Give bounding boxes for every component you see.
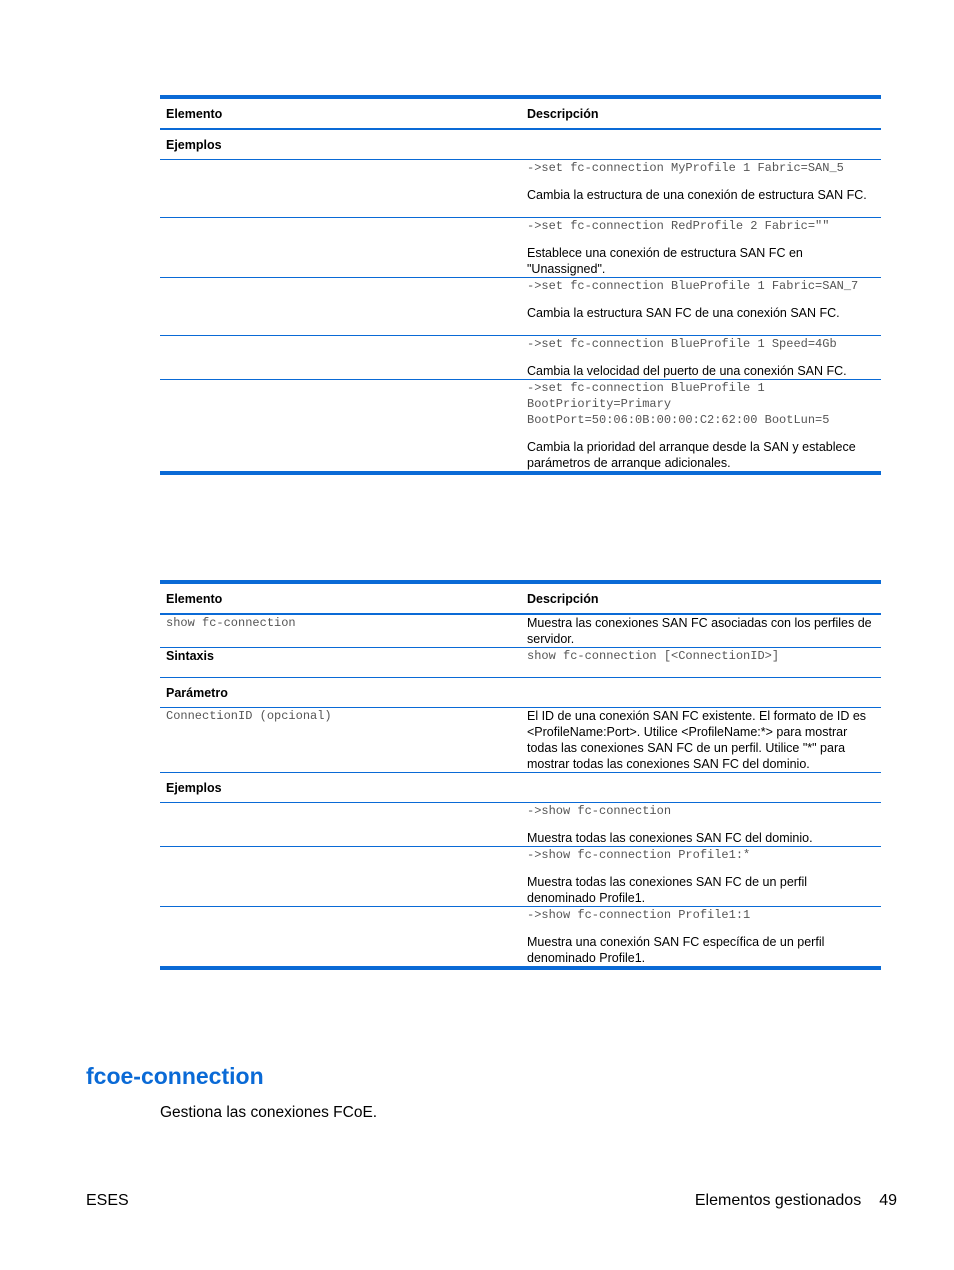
example-command: ->set fc-connection MyProfile 1 Fabric=SAN_5 bbox=[527, 161, 844, 175]
example-description: Cambia la prioridad del arranque desde la SAN y establece parámetros de arranque adicionales. bbox=[527, 440, 856, 470]
syntax-code: show fc-connection [<ConnectionID>] bbox=[527, 649, 780, 663]
footer-left: ESES bbox=[86, 1192, 129, 1209]
example-command: ->show fc-connection Profile1:* bbox=[527, 848, 751, 862]
table-row bbox=[160, 218, 881, 278]
syntax-row bbox=[160, 648, 881, 678]
parameter-section-row bbox=[160, 678, 881, 708]
example-description: Muestra todas las conexiones SAN FC del dominio. bbox=[527, 831, 813, 845]
table-row bbox=[160, 803, 881, 847]
table-row bbox=[160, 380, 881, 474]
example-description: Establece una conexión de estructura SAN FC en "Unassigned". bbox=[527, 246, 803, 276]
header-descripcion: Descripción bbox=[527, 591, 599, 606]
header-elemento: Elemento bbox=[166, 591, 223, 606]
section-row-ejemplos bbox=[160, 129, 881, 160]
page-number: 49 bbox=[879, 1192, 897, 1209]
parameter-name: ConnectionID (opcional) bbox=[166, 709, 332, 723]
example-description: Cambia la estructura SAN FC de una conexión SAN FC. bbox=[527, 306, 840, 320]
table-header-row bbox=[160, 582, 881, 614]
table-row bbox=[160, 160, 881, 218]
section-label: Ejemplos bbox=[166, 137, 222, 152]
header-descripcion: Descripción bbox=[527, 106, 599, 121]
parameter-row bbox=[160, 708, 881, 773]
show-fc-connection-table bbox=[160, 580, 881, 970]
table-row bbox=[160, 847, 881, 907]
command-name: show fc-connection bbox=[166, 616, 296, 630]
section-intro: Gestiona las conexiones FCoE. bbox=[160, 1104, 378, 1121]
example-command: ->set fc-connection BlueProfile 1 Fabric=SAN_7 bbox=[527, 279, 859, 293]
example-description: Cambia la velocidad del puerto de una conexión SAN FC. bbox=[527, 364, 847, 378]
example-command: ->set fc-connection RedProfile 2 Fabric="" bbox=[527, 219, 830, 233]
command-row bbox=[160, 614, 881, 648]
command-description: Muestra las conexiones SAN FC asociadas con los perfiles de servidor. bbox=[527, 616, 872, 646]
footer-right bbox=[695, 1192, 897, 1210]
footer-chapter: Elementos gestionados bbox=[694, 1192, 862, 1209]
syntax-label: Sintaxis bbox=[166, 649, 214, 663]
parameter-label: Parámetro bbox=[166, 685, 228, 700]
table-header-row bbox=[160, 97, 881, 129]
example-command: ->show fc-connection Profile1:1 bbox=[527, 908, 751, 922]
example-command: ->set fc-connection BlueProfile 1 Speed=4Gb bbox=[527, 337, 837, 351]
parameter-description: El ID de una conexión SAN FC existente. El formato de ID es <ProfileName:Port>. Utilice <ProfileName:*> para mostrar todas las conexiones SAN FC de un perfil. Utilice "*" para mostrar todas las conexiones SAN FC del dominio. bbox=[527, 709, 867, 771]
header-elemento: Elemento bbox=[166, 106, 223, 121]
example-command: ->show fc-connection bbox=[527, 804, 672, 818]
section-label: Ejemplos bbox=[166, 780, 222, 795]
example-description: Cambia la estructura de una conexión de estructura SAN FC. bbox=[527, 188, 867, 202]
section-title: fcoe-connection bbox=[86, 1063, 264, 1089]
set-fc-connection-examples-table bbox=[160, 95, 881, 475]
table-row bbox=[160, 278, 881, 336]
example-command: ->set fc-connection BlueProfile 1 BootPriority=Primary BootPort=50:06:0B:00:00:C2:62:00 BootLun=5 bbox=[527, 381, 830, 427]
table-row bbox=[160, 336, 881, 380]
example-description: Muestra todas las conexiones SAN FC de un perfil denominado Profile1. bbox=[527, 875, 807, 905]
table-row bbox=[160, 907, 881, 969]
section-row-ejemplos bbox=[160, 773, 881, 803]
example-description: Muestra una conexión SAN FC específica de un perfil denominado Profile1. bbox=[527, 935, 825, 965]
